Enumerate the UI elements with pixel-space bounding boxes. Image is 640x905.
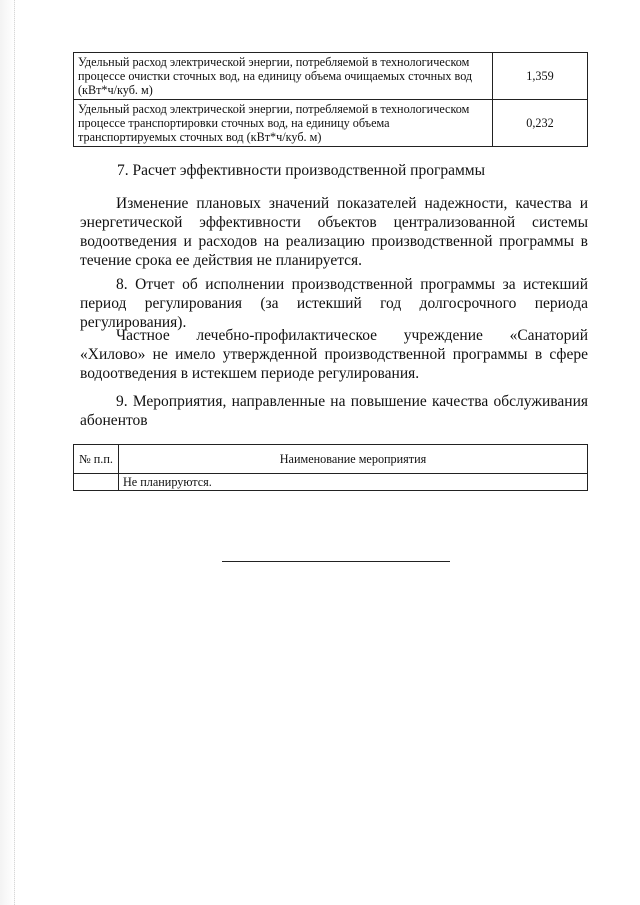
section-9-heading: 9. Мероприятия, направленные на повышение качества обслуживания абонентов bbox=[80, 393, 588, 429]
section-7-text: Изменение плановых значений показателей надежности, качества и энергетической эффективности объектов централизованной системы водоотведения и расходов на реализацию производственной программы в течение срока ее действия не планируется. bbox=[80, 195, 588, 269]
section-8-heading: 8. Отчет об исполнении производственной программы за истекший период регулирования (за истекший год долгосрочного периода регулирования). bbox=[80, 276, 588, 331]
table-row bbox=[74, 100, 588, 147]
metric-label: Удельный расход электрической энергии, потребляемой в технологическом процессе транспортировки сточных вод, на единицу объема транспортируемых сточных вод (кВт*ч/куб. м) bbox=[74, 100, 493, 147]
column-header-event-name: Наименование мероприятия bbox=[119, 445, 588, 474]
metrics-table bbox=[73, 52, 588, 147]
scan-binding-edge bbox=[0, 0, 15, 905]
metric-value: 1,359 bbox=[493, 53, 588, 100]
table-row bbox=[74, 474, 588, 491]
closing-rule-line bbox=[222, 561, 450, 562]
events-table bbox=[73, 444, 588, 491]
section-8-text: Частное лечебно-профилактическое учреждение «Санаторий «Хилово» не имело утвержденной производственной программы в сфере водоотведения в истекшем периоде регулирования. bbox=[80, 327, 588, 382]
table-header-row bbox=[74, 445, 588, 474]
event-number bbox=[74, 474, 119, 491]
column-header-number: № п.п. bbox=[74, 445, 119, 474]
event-name: Не планируются. bbox=[119, 474, 588, 491]
metric-value: 0,232 bbox=[493, 100, 588, 147]
section-7-heading: 7. Расчет эффективности производственной программы bbox=[117, 162, 485, 179]
metric-label: Удельный расход электрической энергии, потребляемой в технологическом процессе очистки сточных вод, на единицу объема очищаемых сточных вод (кВт*ч/куб. м) bbox=[74, 53, 493, 100]
table-row bbox=[74, 53, 588, 100]
